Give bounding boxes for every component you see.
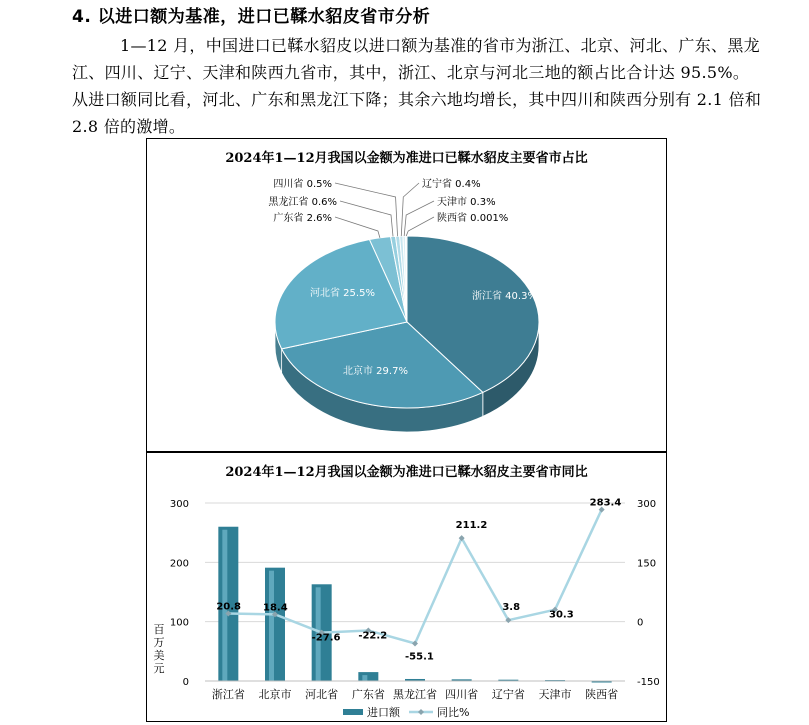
- legend-line-label: 同比%: [437, 706, 470, 719]
- pie-label-广东省: 广东省 2.6%: [273, 213, 332, 224]
- right-tick-label: 150: [637, 558, 657, 570]
- pie-label-浙江省: 浙江省 40.3%: [472, 291, 537, 302]
- y-axis-label-char: 百: [153, 623, 165, 636]
- paragraph-line: 1—12 月，中国进口已鞣水貂皮以进口额为基准的省市为浙江、北京、: [120, 36, 630, 55]
- body-paragraph: [72, 32, 762, 140]
- paragraph-line: 河北、广东、黑龙江、四川、辽宁、天津和陕西九省市，其中，浙江、北京与河: [72, 36, 760, 82]
- category-label: 辽宁省: [491, 688, 525, 701]
- pie-label-河北省: 河北省 25.5%: [310, 288, 375, 299]
- left-tick-label: 100: [169, 617, 189, 629]
- left-tick-label: 300: [169, 499, 189, 510]
- section-heading: 4. 以进口额为基准，进口已鞣水貂皮省市分析: [72, 7, 431, 27]
- pie-leader-广东省: [335, 217, 380, 238]
- y-axis-label-char: 美: [153, 649, 165, 662]
- y-axis-label-char: 元: [153, 662, 165, 675]
- pie-label-黑龙江省: 黑龙江省 0.6%: [268, 197, 337, 208]
- pie-chart: [147, 139, 666, 451]
- combo-chart-title: 2024年1—12月我国以金额为准进口已鞣水貂皮主要省市同比: [225, 465, 588, 480]
- pie-label-陕西省: 陕西省 0.001%: [437, 213, 509, 224]
- category-label: 广东省: [351, 688, 385, 701]
- yoy-data-label: 283.4: [589, 497, 622, 509]
- left-tick-label: 0: [182, 677, 189, 688]
- category-label: 陕西省: [585, 688, 619, 701]
- yoy-data-label: 3.8: [502, 602, 521, 614]
- right-tick-label: 300: [637, 499, 657, 510]
- legend-bar-label: 进口额: [367, 706, 400, 719]
- category-label: 河北省: [305, 688, 339, 701]
- paragraph-line: 余六地均增长，其中四川和陕西分别有 2.1 倍和 2.8 倍的激增。: [72, 90, 762, 136]
- bar-highlight: [269, 571, 274, 681]
- y-axis-label: [154, 623, 165, 675]
- category-label: 浙江省: [211, 688, 245, 701]
- pie-label-辽宁省: 辽宁省 0.4%: [422, 179, 481, 190]
- pie-leader-黑龙江省: [340, 201, 393, 236]
- bar-广东省: [358, 672, 378, 681]
- yoy-data-label: 211.2: [455, 520, 488, 532]
- category-label: 黑龙江省: [393, 688, 437, 701]
- legend-line-marker: [418, 709, 424, 715]
- yoy-data-label: 18.4: [263, 602, 288, 614]
- category-labels: [212, 687, 618, 701]
- yoy-data-label: -55.1: [405, 651, 434, 663]
- left-axis: [170, 499, 189, 688]
- legend-bar-swatch: [343, 709, 363, 715]
- right-tick-label: -150: [637, 677, 660, 688]
- right-tick-label: 0: [637, 617, 644, 629]
- pie-leader-陕西省: [406, 217, 434, 236]
- right-axis: [637, 499, 660, 688]
- pie-chart-title: 2024年1—12月我国以金额为准进口已鞣水貂皮主要省市占比: [225, 151, 588, 166]
- category-label: 天津市: [538, 688, 572, 701]
- bar-highlight: [362, 675, 367, 681]
- pie-slices: [275, 236, 539, 408]
- combo-chart: [147, 453, 666, 721]
- yoy-data-label: 20.8: [216, 601, 242, 613]
- pie-chart-panel: [146, 138, 667, 452]
- chart-legend: [343, 705, 469, 719]
- pie-label-四川省: 四川省 0.5%: [273, 179, 332, 190]
- yoy-data-label: -22.2: [358, 630, 388, 642]
- yoy-data-label: 30.3: [549, 609, 574, 621]
- left-tick-label: 200: [169, 558, 189, 570]
- pie-leader-四川省: [335, 183, 398, 236]
- yoy-data-label: -27.6: [311, 632, 341, 644]
- pie-label-天津市: 天津市 0.3%: [437, 197, 496, 208]
- combo-chart-panel: [146, 452, 667, 722]
- y-axis-label-char: 万: [153, 636, 165, 649]
- paragraph-line: 北三地的额占比合计达 95.5%。从进口额同比看，河北、广东和黑龙江下降；其: [72, 63, 750, 109]
- bar-北京市: [265, 568, 285, 681]
- category-label: 四川省: [445, 688, 479, 701]
- category-label: 北京市: [258, 688, 292, 701]
- pie-label-北京市: 北京市 29.7%: [343, 366, 408, 377]
